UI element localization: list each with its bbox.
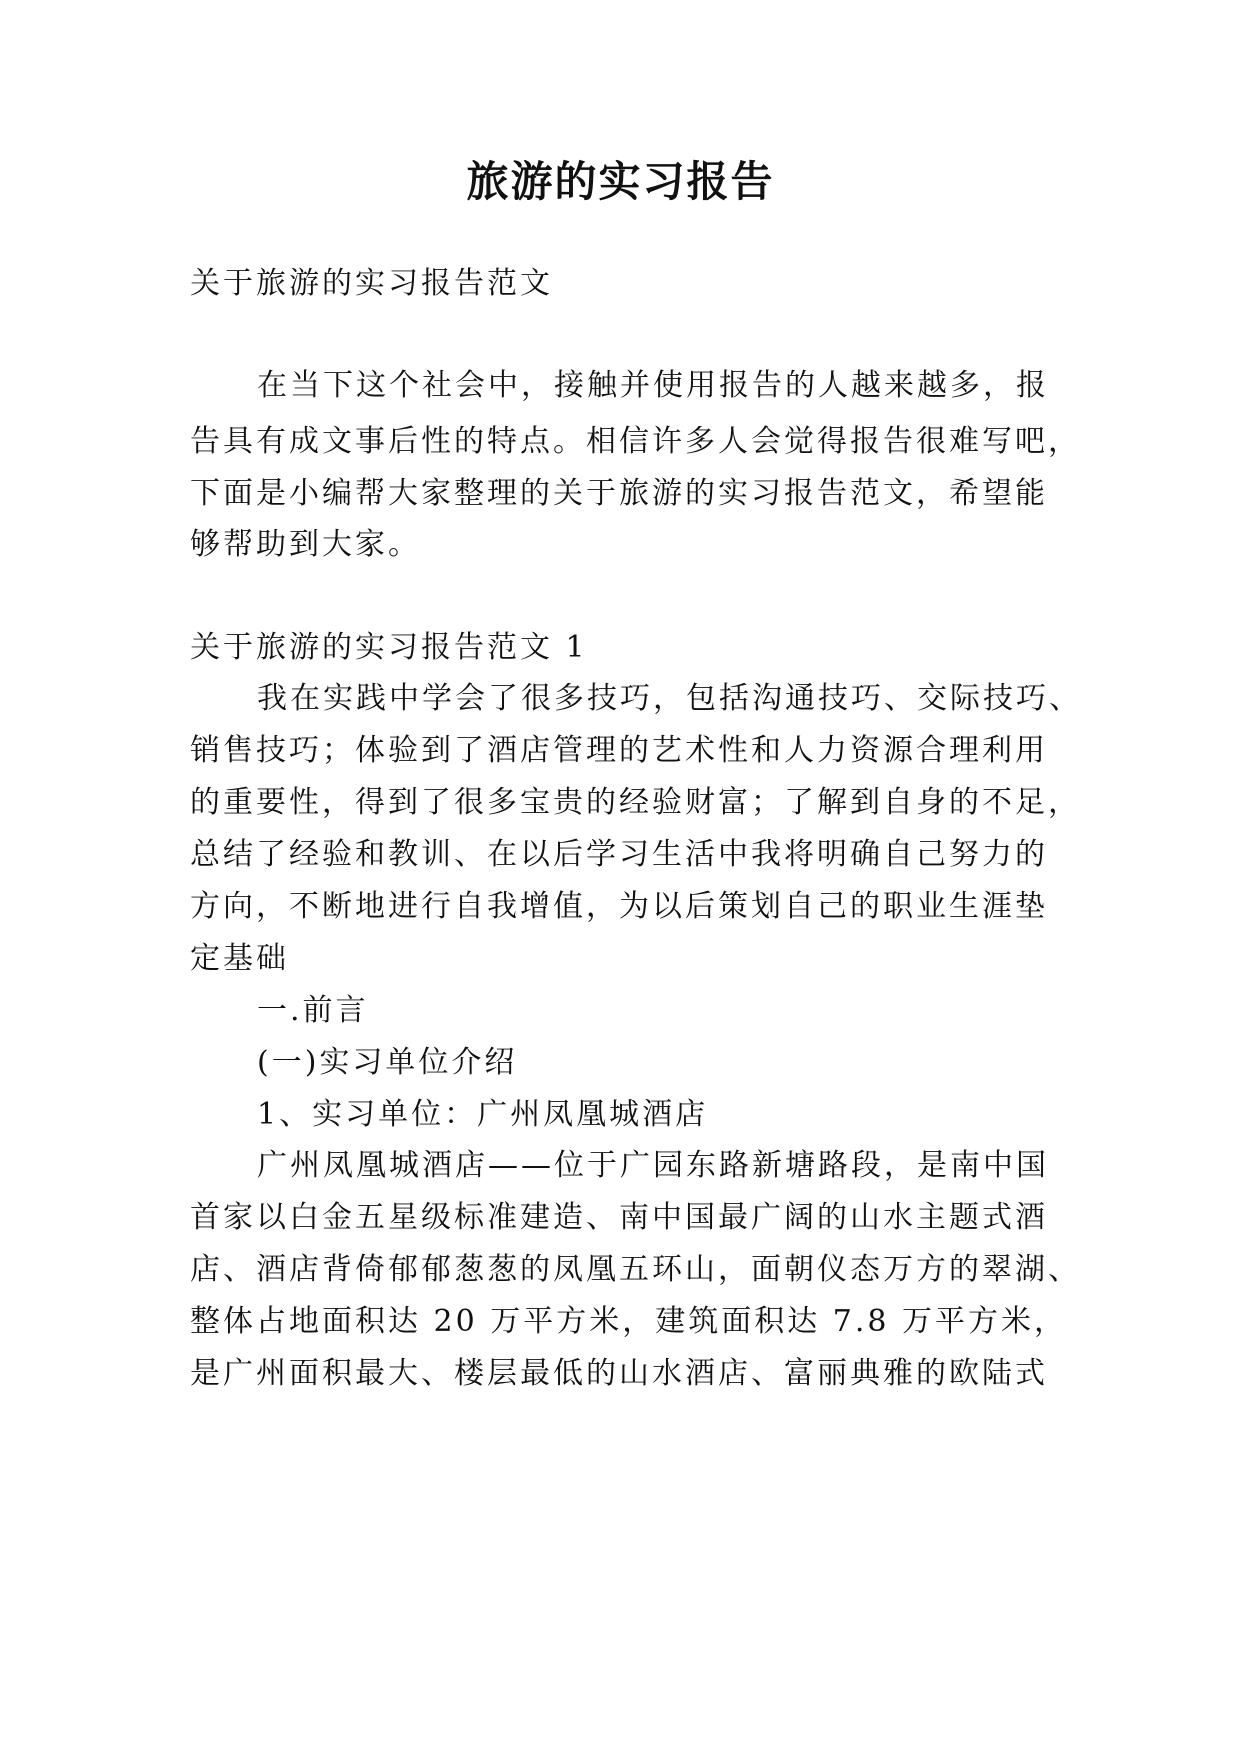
document-subtitle: 关于旅游的实习报告范文 (190, 266, 553, 301)
body-line: 定基础 (190, 941, 289, 976)
intro-line: 告具有成文事后性的特点。相信许多人会觉得报告很难写吧， (190, 424, 1081, 459)
detail-line: 首家以白金五星级标准建造、南中国最广阔的山水主题式酒 (190, 1200, 1048, 1235)
body-line: 销售技巧；体验到了酒店管理的艺术性和人力资源合理利用 (190, 733, 1048, 768)
detail-line: 是广州面积最大、楼层最低的山水酒店、富丽典雅的欧陆式 (190, 1356, 1048, 1391)
outline-heading: (一)实习单位介绍 (257, 1045, 518, 1080)
body-line: 方向，不断地进行自我增值，为以后策划自己的职业生涯垫 (190, 889, 1048, 924)
detail-line: 店、酒店背倚郁郁葱葱的凤凰五环山，面朝仪态万方的翠湖、 (190, 1252, 1081, 1287)
body-line: 的重要性，得到了很多宝贵的经验财富；了解到自身的不足， (190, 785, 1081, 820)
document-title: 旅游的实习报告 (466, 157, 775, 206)
section-heading: 关于旅游的实习报告范文 1 (190, 630, 588, 665)
outline-heading: 一.前言 (257, 993, 369, 1028)
body-line: 我在实践中学会了很多技巧，包括沟通技巧、交际技巧、 (257, 681, 1082, 716)
detail-line: 整体占地面积达 20 万平方米，建筑面积达 7.8 万平方米， (190, 1304, 1068, 1339)
body-line: 总结了经验和教训、在以后学习生活中我将明确自己努力的 (190, 837, 1048, 872)
intro-line: 够帮助到大家。 (190, 527, 421, 562)
outline-heading: 1、实习单位：广州凤凰城酒店 (257, 1097, 709, 1132)
detail-line: 广州凤凰城酒店——位于广园东路新塘路段，是南中国 (257, 1148, 1049, 1183)
intro-line: 在当下这个社会中，接触并使用报告的人越来越多，报 (257, 368, 1049, 403)
intro-line: 下面是小编帮大家整理的关于旅游的实习报告范文，希望能 (190, 476, 1048, 511)
